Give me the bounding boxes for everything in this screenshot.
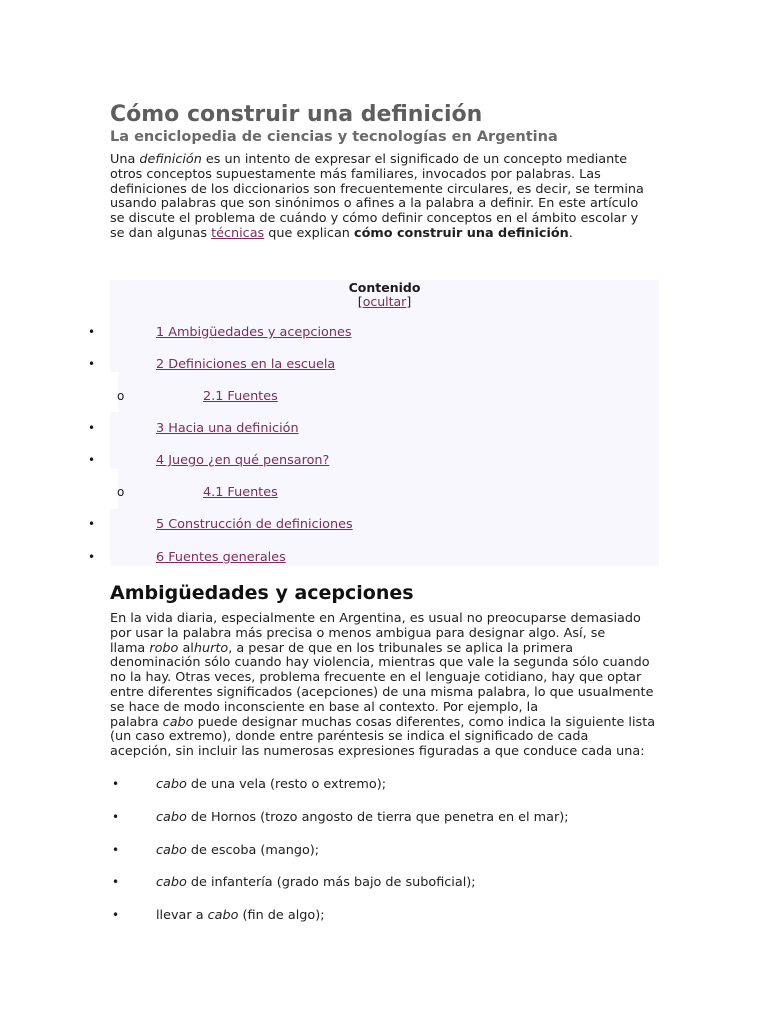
- list-bullet: •: [112, 875, 120, 889]
- section-line: denominación sólo cuando hay violencia, mientras que vale la segunda sólo cuando: [110, 655, 650, 671]
- intro-line: se dan algunas técnicas que explican cómo construir una definición.: [110, 225, 573, 241]
- toc-sub-bullet: o: [117, 389, 125, 403]
- list-bullet: •: [112, 777, 120, 791]
- list-item: cabo de Hornos (trozo angosto de tierra que penetra en el mar);: [156, 810, 569, 825]
- intro-line: se discute el problema de cuándo y cómo definir conceptos en el ámbito escolar y: [110, 211, 639, 227]
- intro-line: otros conceptos supuestamente más familiares, invocados por palabras. Las: [110, 166, 601, 182]
- list-bullet: •: [112, 843, 120, 857]
- toc-hide-control: [ocultar]: [357, 294, 412, 309]
- toc-item-hacia-definicion[interactable]: 3 Hacia una definición: [156, 421, 299, 436]
- section-paragraph: [110, 612, 665, 760]
- toc-item-juego[interactable]: 4 Juego ¿en qué pensaron?: [156, 453, 330, 468]
- toc-bullet: •: [88, 357, 96, 371]
- toc-sub-bullet: o: [117, 485, 125, 499]
- definicion-emphasis: definición: [139, 152, 202, 167]
- list-item: cabo de una vela (resto o extremo);: [156, 777, 387, 792]
- section-line: (un caso extremo), donde entre paréntesis se indica el significado de cada: [110, 729, 589, 745]
- section-line: acepción, sin incluir las numerosas expresiones figuradas a que conduce cada una:: [110, 744, 645, 760]
- toc-bullet: •: [88, 325, 96, 339]
- toc-item-construccion[interactable]: 5 Construcción de definiciones: [156, 517, 353, 532]
- toc-item-fuentes-2-1[interactable]: 2.1 Fuentes: [203, 389, 278, 404]
- section-line: llama robo alhurto, a pesar de que en los tribunales se aplica la primera: [110, 640, 574, 656]
- section-line: entre diferentes significados (acepciones) de una misma palabra, lo que usualmente: [110, 684, 654, 700]
- toc-bullet: •: [88, 550, 96, 564]
- intro-line: Una definición es un intento de expresar el significado de un concepto mediante: [110, 152, 628, 167]
- cabo-emphasis: cabo: [162, 714, 194, 730]
- toc-bullet: •: [88, 453, 96, 467]
- page-subtitle: La enciclopedia de ciencias y tecnologías en Argentina: [110, 129, 558, 145]
- page-title: Cómo construir una definición: [110, 102, 483, 127]
- section-line: se hace de modo inconsciente en base al contexto. Por ejemplo, la: [110, 699, 539, 715]
- list-item: cabo de escoba (mango);: [156, 843, 320, 858]
- list-item: llevar a cabo (fin de algo);: [156, 908, 325, 923]
- toc-hide-link[interactable]: ocultar: [362, 294, 407, 309]
- intro-line: usando palabras que son sinónimos o afines a la palabra a definir. En este artículo: [110, 196, 639, 212]
- toc-bullet: •: [88, 517, 96, 531]
- toc-item-definiciones-escuela[interactable]: 2 Definiciones en la escuela: [156, 357, 336, 372]
- section-heading: Ambigüedades y acepciones: [110, 582, 414, 604]
- list-item: cabo de infantería (grado más bajo de suboficial);: [156, 875, 476, 890]
- section-line: por usar la palabra más precisa o menos ambigua para designar algo. Así, se: [110, 625, 606, 641]
- toc-title: Contenido: [348, 280, 421, 295]
- hurto-emphasis: hurto: [193, 640, 229, 656]
- bold-phrase: cómo construir una definición: [353, 225, 569, 241]
- list-bullet: •: [112, 810, 120, 824]
- section-line: no la hay. Otras veces, problema frecuente en el lenguaje cotidiano, hay que optar: [110, 670, 642, 686]
- toc-item-fuentes-generales[interactable]: 6 Fuentes generales: [156, 550, 286, 565]
- section-line: palabra cabo puede designar muchas cosas diferentes, como indica la siguiente lista: [110, 714, 656, 730]
- list-bullet: •: [112, 908, 120, 922]
- tecnicas-link[interactable]: técnicas: [211, 225, 265, 241]
- toc-item-ambiguedades[interactable]: 1 Ambigüedades y acepciones: [156, 325, 352, 340]
- intro-paragraph: [110, 153, 665, 242]
- toc-item-fuentes-4-1[interactable]: 4.1 Fuentes: [203, 485, 278, 500]
- section-line: En la vida diaria, especialmente en Argentina, es usual no preocuparse demasiado: [110, 611, 641, 626]
- intro-line: definiciones de los diccionarios son frecuentemente circulares, es decir, se termina: [110, 181, 644, 197]
- toc-bullet: •: [88, 421, 96, 435]
- robo-emphasis: robo: [149, 640, 179, 656]
